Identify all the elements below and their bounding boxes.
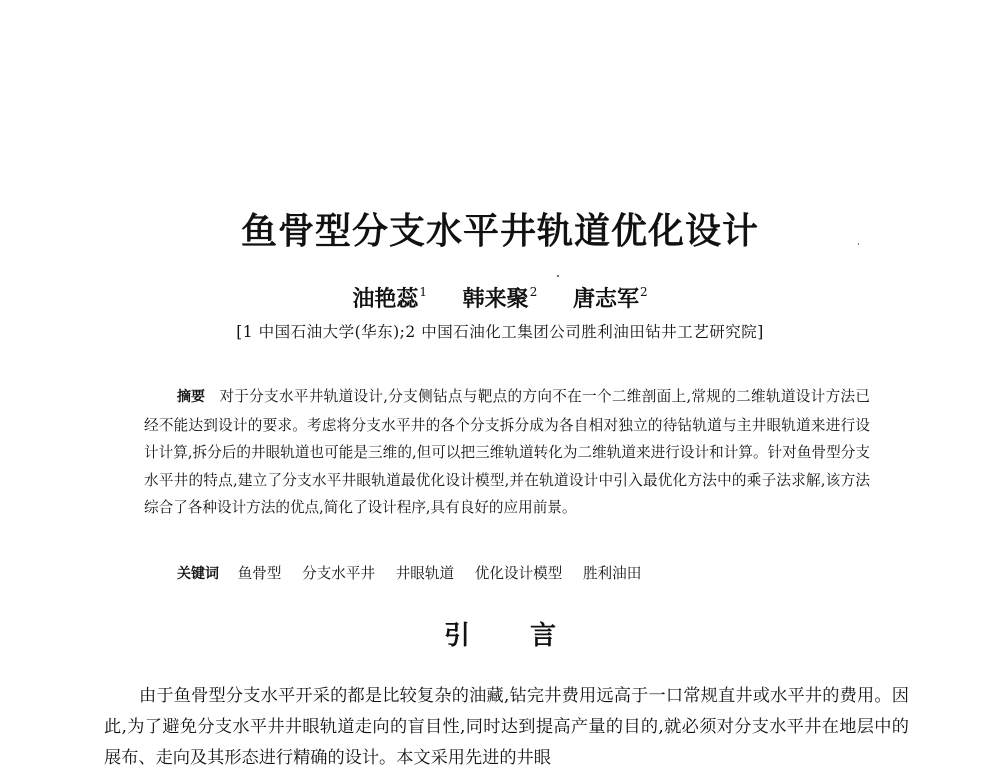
affiliation-mark: 1 — [419, 285, 427, 299]
keyword: 鱼骨型 — [237, 565, 282, 582]
keywords — [177, 562, 657, 583]
author-name: 油艳蕊 — [352, 286, 419, 312]
keywords-label: 关键词 — [177, 566, 219, 582]
affiliations: [1 中国石油大学(华东);2 中国石油化工集团公司胜利油田钻井工艺研究院] — [236, 323, 764, 341]
author-list — [0, 282, 1000, 313]
abstract-label: 摘要 — [177, 389, 205, 405]
affiliation-mark: 2 — [640, 285, 648, 299]
author-name: 唐志军 — [573, 286, 640, 312]
author-name: 韩来聚 — [462, 286, 529, 312]
author — [352, 282, 427, 313]
keyword: 井眼轨道 — [395, 565, 455, 582]
affiliation-mark: 2 — [529, 285, 538, 299]
abstract — [144, 383, 870, 522]
paper-title: 鱼骨型分支水平井轨道优化设计 — [240, 211, 759, 252]
section-body: 由于鱼骨型分支水平开采的都是比较复杂的油藏,钻完井费用远高于一口常规直井或水平井的费用。因此,为了避免分支水平井井眼轨道走向的盲目性,同时达到提高产量的目的,就必须对分支水平井在地层中的展布、走向及其形态进行精确的设计。本文采用先进的井眼 — [104, 686, 909, 768]
abstract-text: 对于分支水平井轨道设计,分支侧钻点与靶点的方向不在一个二维剖面上,常规的二维轨道设计方法已经不能达到设计的要求。考虑将分支水平井的各个分支拆分成为各自相对独立的待钻轨道与主井眼轨道来进行设计计算,拆分后的井眼轨道也可能是三维的,但可以把三维轨道转化为二维轨道来进行设计和计算。针对鱼骨型分支水平井的特点,建立了分支水平井眼轨道最优化设计模型,并在轨道设计中引入最优化方法中的乘子法求解,该方法综合了各种设计方法的优点,简化了设计程序,具有良好的应用前景。 — [144, 388, 870, 517]
section-heading: 引言 — [443, 621, 616, 651]
scan-speck — [858, 243, 859, 245]
keyword: 优化设计模型 — [474, 565, 563, 582]
author — [463, 282, 538, 313]
author — [573, 282, 648, 313]
scan-speck — [557, 275, 559, 277]
keyword: 胜利油田 — [582, 565, 642, 582]
keyword: 分支水平井 — [302, 565, 376, 582]
